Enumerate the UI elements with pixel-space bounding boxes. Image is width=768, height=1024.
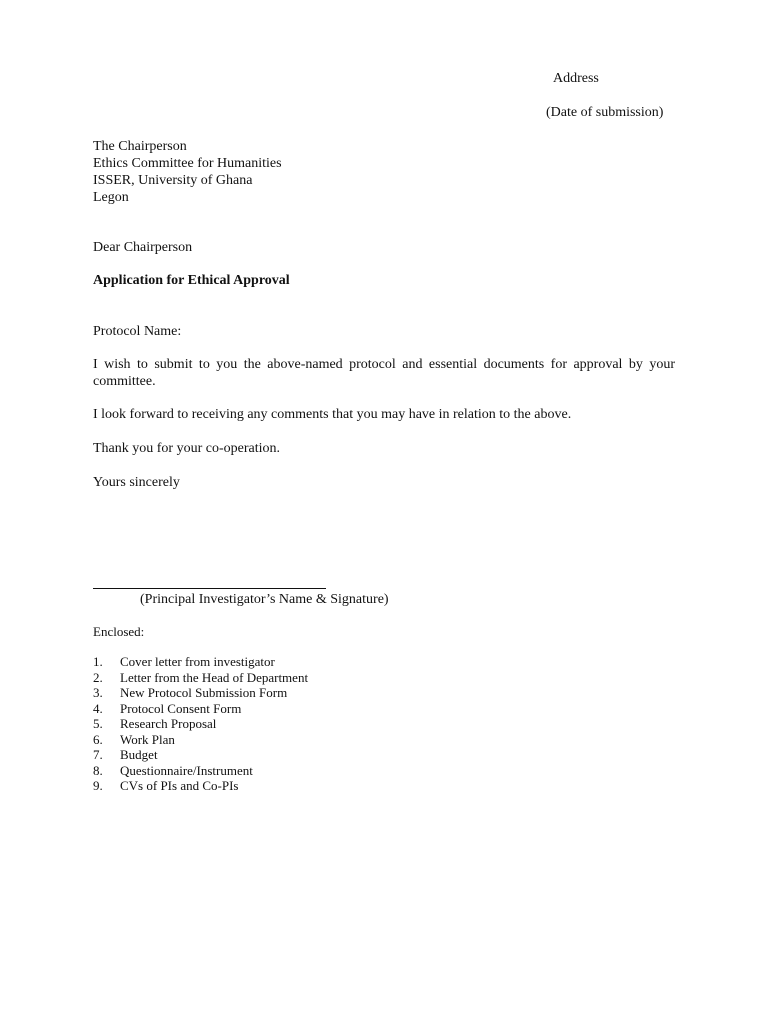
sender-address: Address (553, 71, 599, 86)
signature-caption: (Principal Investigator’s Name & Signature) (140, 592, 389, 607)
list-item-text: New Protocol Submission Form (120, 685, 288, 700)
list-item-number: 1. (93, 654, 103, 669)
list-item-text: Questionnaire/Instrument (120, 762, 253, 778)
body-paragraph-1: I wish to submit to you the above-named protocol and essential documents for approval by your committee. (93, 357, 675, 389)
list-item-number: 7. (93, 747, 103, 762)
list-item-text: Budget (120, 747, 158, 762)
submission-date: (Date of submission) (546, 105, 664, 120)
list-item-text: Letter from the Head of Department (120, 669, 309, 685)
body-paragraph-2: I look forward to receiving any comments that you may have in relation to the above. (93, 407, 572, 422)
protocol-name-label: Protocol Name: (93, 324, 182, 339)
list-item-number: 8. (93, 762, 103, 778)
list-item-text: Work Plan (120, 731, 175, 747)
recipient-line-3: ISSER, University of Ghana (93, 173, 253, 188)
list-item (93, 654, 308, 670)
list-item-text: CVs of PIs and Co-PIs (120, 778, 239, 793)
recipient-line-2: Ethics Committee for Humanities (93, 156, 282, 171)
list-item-number: 2. (93, 669, 103, 685)
list-item-number: 9. (93, 778, 103, 793)
list-item-text: Protocol Consent Form (120, 700, 242, 716)
subject-heading: Application for Ethical Approval (93, 273, 290, 288)
list-item-text: Cover letter from investigator (120, 654, 275, 669)
list-item (93, 778, 308, 794)
list-item-number: 3. (93, 685, 103, 700)
list-item (93, 716, 308, 732)
body-paragraph-3: Thank you for your co-operation. (93, 441, 280, 456)
list-item (93, 763, 308, 779)
list-item-number: 4. (93, 700, 103, 716)
enclosed-label: Enclosed: (93, 624, 145, 639)
enclosed-list (93, 654, 308, 794)
closing: Yours sincerely (93, 475, 180, 490)
list-item (93, 747, 308, 763)
list-item-number: 5. (93, 716, 103, 731)
list-item (93, 732, 308, 748)
signature-line (93, 588, 326, 589)
list-item (93, 701, 308, 717)
list-item (93, 670, 308, 686)
recipient-line-4: Legon (93, 190, 129, 205)
recipient-line-1: The Chairperson (93, 139, 187, 154)
list-item-text: Research Proposal (120, 716, 217, 731)
list-item-number: 6. (93, 731, 103, 747)
salutation: Dear Chairperson (93, 240, 193, 255)
list-item (93, 685, 308, 701)
